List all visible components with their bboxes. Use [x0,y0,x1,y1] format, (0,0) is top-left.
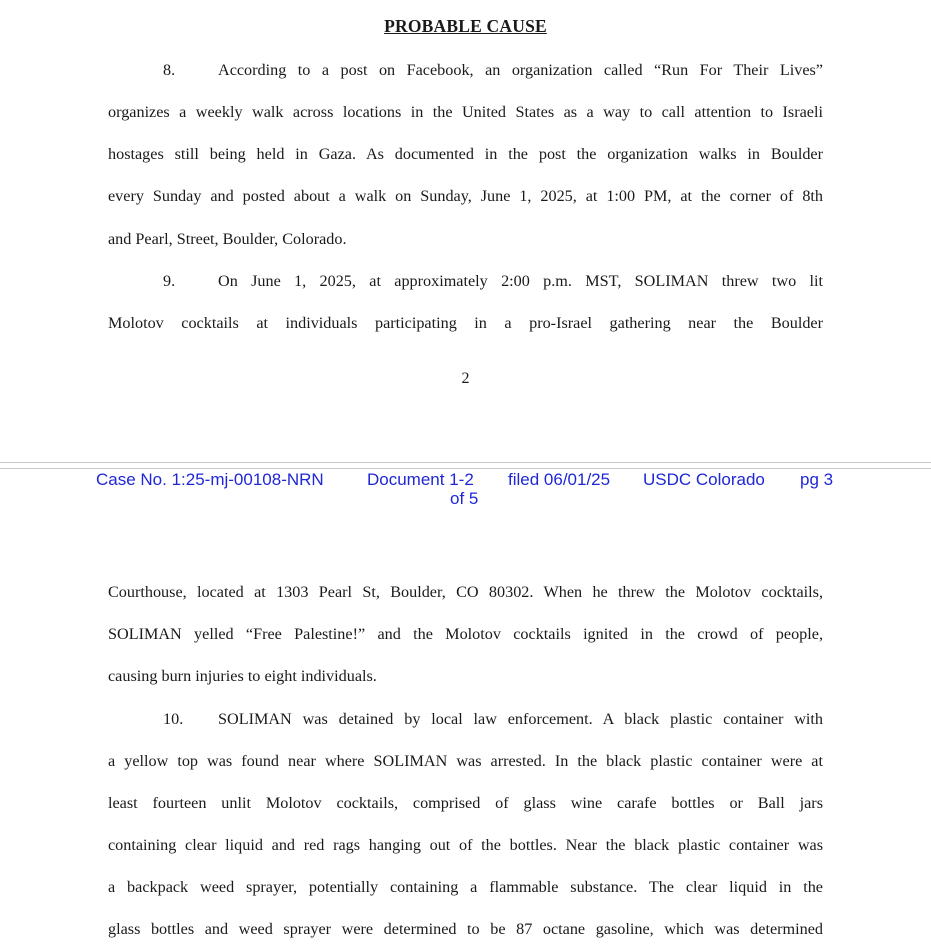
page-divider [0,468,931,469]
paragraph-8-line-1: 8. According to a post on Facebook, an organization called “Run For Their Lives” [108,60,823,80]
paragraph-8-line-2: organizes a weekly walk across locations in the United States as a way to call attention to Israeli [108,103,823,121]
paragraph-number: 10. [163,710,184,728]
paragraph-10-line-3: least fourteen unlit Molotov cocktails, comprised of glass wine carafe bottles or Ball jars [108,794,823,812]
paragraph-10-line-2: a yellow top was found near where SOLIMAN was arrested. In the black plastic container were at [108,752,823,770]
page-label: pg 3 [800,470,834,489]
filed-date: filed 06/01/25 [508,470,611,489]
court-name: USDC Colorado [643,470,765,489]
paragraph-9-cont-line-1: Courthouse, located at 1303 Pearl St, Boulder, CO 80302. When he threw the Molotov cocktails, [108,583,823,601]
paragraph-10-line-5: a backpack weed sprayer, potentially containing a flammable substance. The clear liquid in the [108,878,823,896]
paragraph-9-cont-line-2: SOLIMAN yelled “Free Palestine!” and the Molotov cocktails ignited in the crowd of people, [108,625,823,643]
case-number: Case No. 1:25-mj-00108-NRN [96,470,324,489]
paragraph-8-line-4: every Sunday and posted about a walk on Sunday, June 1, 2025, at 1:00 PM, at the corner of 8th [108,187,823,205]
paragraph-number: 9. [163,272,176,290]
page-number: 2 [461,370,470,387]
page-divider [0,462,931,463]
page-total: of 5 [450,489,479,508]
paragraph-8-line-5: and Pearl, Street, Boulder, Colorado. [108,230,347,248]
paragraph-9-line-2: Molotov cocktails at individuals participating in a pro-Israel gathering near the Boulder [108,314,823,332]
paragraph-10-line-1: 10. SOLIMAN was detained by local law enforcement. A black plastic container with [108,709,823,729]
paragraph-number: 8. [163,61,176,79]
paragraph-9-cont-line-3: causing burn injuries to eight individuals. [108,667,377,685]
paragraph-8-line-3: hostages still being held in Gaza. As documented in the post the organization walks in Boulder [108,145,823,163]
page-2-bottom [0,0,931,463]
paragraph-9-line-1: 9. On June 1, 2025, at approximately 2:00 p.m. MST, SOLIMAN threw two lit [108,271,823,291]
section-heading: PROBABLE CAUSE [384,16,547,36]
paragraph-10-line-4: containing clear liquid and red rags hanging out of the bottles. Near the black plastic container was [108,836,823,854]
document-number: Document 1-2 [367,470,474,489]
paragraph-10-line-6: glass bottles and weed sprayer were determined to be 87 octane gasoline, which was determined [108,920,823,938]
